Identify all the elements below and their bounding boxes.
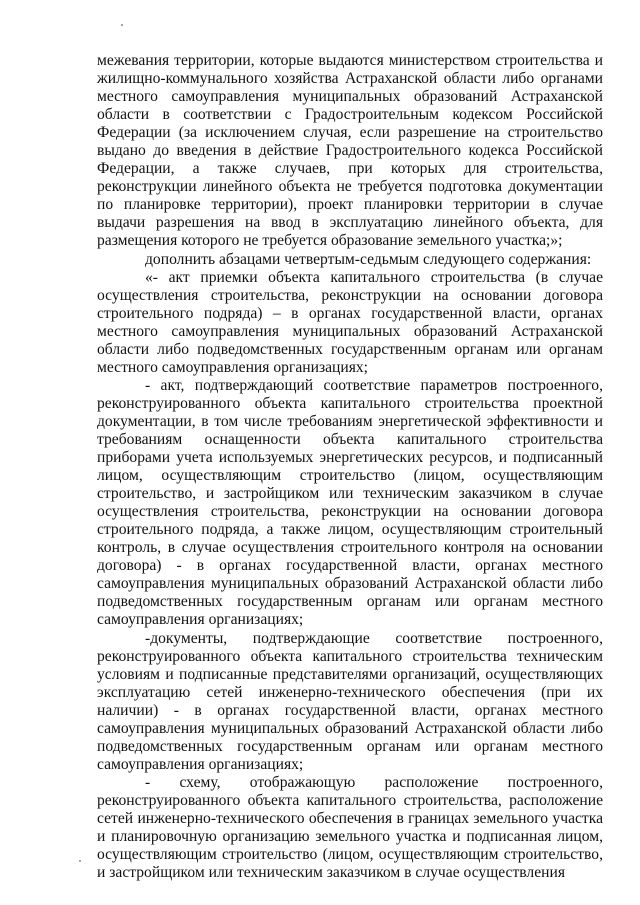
document-page — [97, 52, 603, 882]
paragraph-5: -документы, подтверждающие соответствие построенного, реконструированного объекта капитального строительства техническим условиям и подписанные представителями организаций, осуществляющих эксплуатацию сетей инженерно-технического обеспечения (при их наличии) - в органах государственной власти, органах местного самоуправления муниципальных образований Астраханской области либо подведомственных государственным органам или органам местного самоуправления организациях; — [97, 629, 603, 773]
scan-speck — [79, 860, 81, 862]
paragraph-4: - акт, подтверждающий соответствие параметров построенного, реконструированного объекта капитального строительства проектной документации, в том числе требованиям энергетической эффективности и требованиям оснащенности объекта капитального строительства приборами учета используемых энергетических ресурсов, и подписанный лицом, осуществляющим строительство (лицом, осуществляющим строительство, и застройщиком или техническим заказчиком в случае осуществления строительства, реконструкции на основании договора строительного подряда, а также лицом, осуществляющим строительный контроль, в случае осуществления строительного контроля на основании договора) - в органах государственной власти, органах местного самоуправления муниципальных образований Астраханской области либо подведомственных государственным органам или органам местного самоуправления организациях; — [97, 376, 603, 629]
scan-speck — [121, 24, 123, 26]
paragraph-6: - схему, отображающую расположение построенного, реконструированного объекта капитального строительства, расположение сетей инженерно-технического обеспечения в границах земельного участка и планировочную организацию земельного участка и подписанная лицом, осуществляющим строительство (лицом, осуществляющим строительство, и застройщиком или техническим заказчиком в случае осуществления — [97, 773, 603, 882]
paragraph-3: «- акт приемки объекта капитального строительства (в случае осуществления строительства, реконструкции на основании договора строительного подряда) – в органах государственной власти, органах местного самоуправления муниципальных образований Астраханской области либо подведомственных государственным органам или органам местного самоуправления организациях; — [97, 268, 603, 376]
paragraph-1: межевания территории, которые выдаются министерством строительства и жилищно-коммунального хозяйства Астраханской области либо органами местного самоуправления муниципальных образований Астраханской области в соответствии с Градостроительным кодексом Российской Федерации (за исключением случая, если разрешение на строительство выдано до введения в действие Градостроительного кодекса Российской Федерации, а также случаев, при которых для строительства, реконструкции линейного объекта не требуется подготовка документации по планировке территории), проект планировки территории в случае выдачи разрешения на ввод в эксплуатацию линейного объекта, для размещения которого не требуется образование земельного участка;»; — [97, 52, 603, 250]
paragraph-2: дополнить абзацами четвертым-седьмым следующего содержания: — [145, 250, 592, 268]
